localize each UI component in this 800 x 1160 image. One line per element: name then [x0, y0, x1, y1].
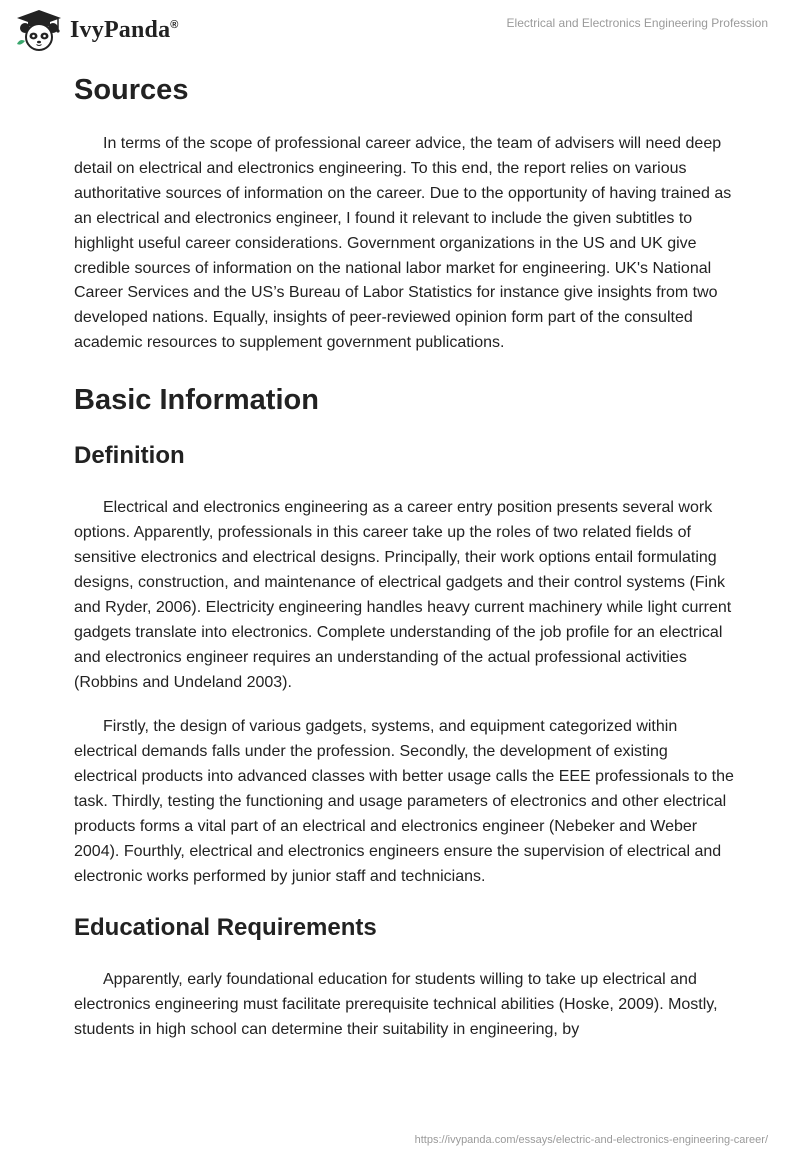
panda-graduate-icon [14, 8, 64, 52]
heading-educational-requirements: Educational Requirements [74, 913, 377, 941]
heading-sources: Sources [74, 74, 189, 106]
brand-logo[interactable] [14, 8, 179, 52]
registered-mark: ® [170, 18, 179, 31]
document-body [74, 68, 734, 1042]
heading-basic-information: Basic Information [74, 384, 319, 417]
paragraph-sources: In terms of the scope of professional career advice, the team of advisers will need deep detail on electrical and electronics engineering. To this end, the report relies on various authoritative sources of information on the career. Due to the opportunity of having trained as an electrical and electronics engineer, I found it relevant to include the given subtitles to highlight useful career considerations. Government organizations in the US and UK give credible sources of information on the national labor market for engineering. UK's National Career Services and the US’s Bureau of Labor Statistics for instance give insights from two developed nations. Equally, insights of peer-reviewed opinion form part of the consulted academic resources to supplement government publications. [74, 135, 732, 352]
brand-name: IvyPanda® [70, 16, 179, 43]
running-title: Electrical and Electronics Engineering Profession [506, 16, 768, 30]
paragraph-education-1: Apparently, early foundational education for students willing to take up electrical and electronics engineering must facilitate prerequisite technical abilities (Hoske, 2009). Mostly, students in high school can determine their suitability in engineering, by [74, 970, 718, 1038]
paragraph-definition-1: Electrical and electronics engineering as a career entry position presents several work options. Apparently, professionals in this career take up the roles of two related fields of sensitive electronics and electrical designs. Principally, their work options entail formulating designs, construction, and maintenance of electrical gadgets and their control systems (Fink and Ryder, 2006). Electricity engineering handles heavy current machinery while light current gadgets translate into electronics. Complete understanding of the job profile for an electrical and electronics engineer requires an understanding of the actual professional activities (Robbins and Undeland 2003). [74, 499, 732, 691]
heading-definition: Definition [74, 442, 185, 470]
page-header [0, 0, 800, 60]
source-url[interactable]: https://ivypanda.com/essays/electric-and-electronics-engineering-career/ [414, 1134, 768, 1146]
paragraph-definition-2: Firstly, the design of various gadgets, systems, and equipment categorized within electrical demands falls under the profession. Secondly, the development of existing electrical products into advanced classes with better usage calls the EEE professionals to the task. Thirdly, testing the functioning and usage parameters of electronics and other electrical products forms a vital part of an electrical and electronics engineer (Nebeker and Weber 2004). Fourthly, electrical and electronics engineers ensure the supervision of electrical and electronic works performed by junior staff and technicians. [74, 718, 734, 885]
